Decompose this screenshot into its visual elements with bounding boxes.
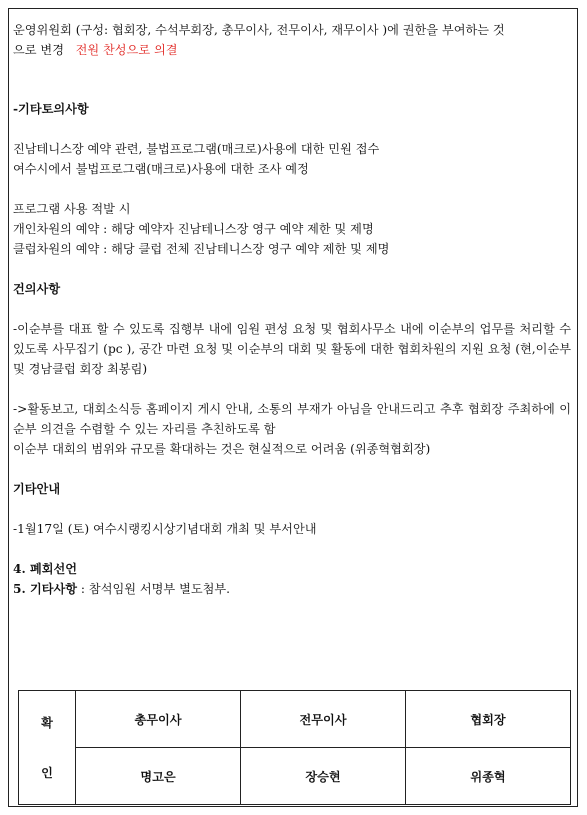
role-general-affairs: 총무이사 bbox=[76, 691, 241, 748]
spacer bbox=[13, 119, 571, 139]
committee-change-text: 으로 변경 bbox=[13, 43, 64, 57]
signature-president: 위종혁 bbox=[406, 748, 571, 805]
spacer bbox=[13, 459, 571, 479]
response-paragraph: ->활동보고, 대회소식등 홈페이지 게시 안내, 소통의 부재가 아님을 안내드리고 추후 협회장 주최하에 이순부 의견을 수렴할 수 있는 자리를 추친하도록 함 bbox=[13, 402, 571, 436]
spacer bbox=[13, 379, 571, 399]
suggestion-paragraph: -이순부를 대표 할 수 있도록 집행부 내에 임원 편성 요청 및 협회사무소 내에 이순부의 업무를 처리할 수 있도록 사무집기 (pc ), 공간 마련 요청 및 이순부의 대회 및 활동에 대한 협회차원의 지원 요청 (현,이순부 및 경남클럽 회장 최봉림) bbox=[13, 322, 571, 376]
paragraph-committee-line2 bbox=[13, 40, 571, 60]
penalty-title: 프로그램 사용 적발 시 bbox=[13, 202, 131, 216]
signature-table bbox=[18, 690, 571, 805]
role-president: 협회장 bbox=[406, 691, 571, 748]
item-closing: 4. 폐회선언 bbox=[13, 562, 78, 576]
role-executive-director: 전무이사 bbox=[241, 691, 406, 748]
complaint-line-1: 진남테니스장 예약 관련, 불법프로그램(매크로)사용에 대한 민원 접수 bbox=[13, 142, 380, 156]
penalty-club: 클럽차원의 예약 : 해당 클럽 전체 진남테니스장 영구 예약 제한 및 제명 bbox=[13, 242, 390, 256]
spacer bbox=[13, 299, 571, 319]
decision-text: 전원 찬성으로 의결 bbox=[75, 43, 178, 57]
spacer bbox=[13, 60, 571, 99]
response-line-3: 이순부 대회의 범위와 규모를 확대하는 것은 현실적으로 어려움 (위종혁협회장) bbox=[13, 442, 431, 456]
signature-executive-director: 장승현 bbox=[241, 748, 406, 805]
heading-other-discussion: -기타토의사항 bbox=[13, 102, 89, 116]
confirm-label-bottom: 인 bbox=[41, 765, 53, 780]
complaint-line-2: 여수시에서 불법프로그램(매크로)사용에 대한 조사 예정 bbox=[13, 162, 309, 176]
heading-suggestions: 건의사항 bbox=[13, 282, 61, 296]
spacer bbox=[13, 259, 571, 279]
penalty-individual: 개인차원의 예약 : 해당 예약자 진남테니스장 영구 예약 제한 및 제명 bbox=[13, 222, 374, 236]
spacer bbox=[13, 539, 571, 559]
confirm-label-top: 확 bbox=[41, 715, 53, 730]
notice-paragraph: -1월17일 (토) 여수시랭킹시상기념대회 개최 및 부서안내 bbox=[13, 522, 317, 536]
item-other-text: : 참석임원 서명부 별도첨부. bbox=[77, 582, 231, 596]
confirm-label-cell bbox=[19, 691, 76, 805]
paragraph-committee-line1: 운영위원회 (구성: 협회장, 수석부회장, 총무이사, 전무이사, 재무이사 )에 권한을 부여하는 것 bbox=[13, 23, 505, 37]
item-other-matters bbox=[13, 579, 571, 599]
spacer bbox=[13, 499, 571, 519]
spacer bbox=[13, 179, 571, 199]
heading-notice: 기타안내 bbox=[13, 482, 61, 496]
signature-general-affairs: 명고은 bbox=[76, 748, 241, 805]
document-body bbox=[13, 20, 571, 599]
item-other-label: 5. 기타사항 bbox=[13, 582, 78, 596]
